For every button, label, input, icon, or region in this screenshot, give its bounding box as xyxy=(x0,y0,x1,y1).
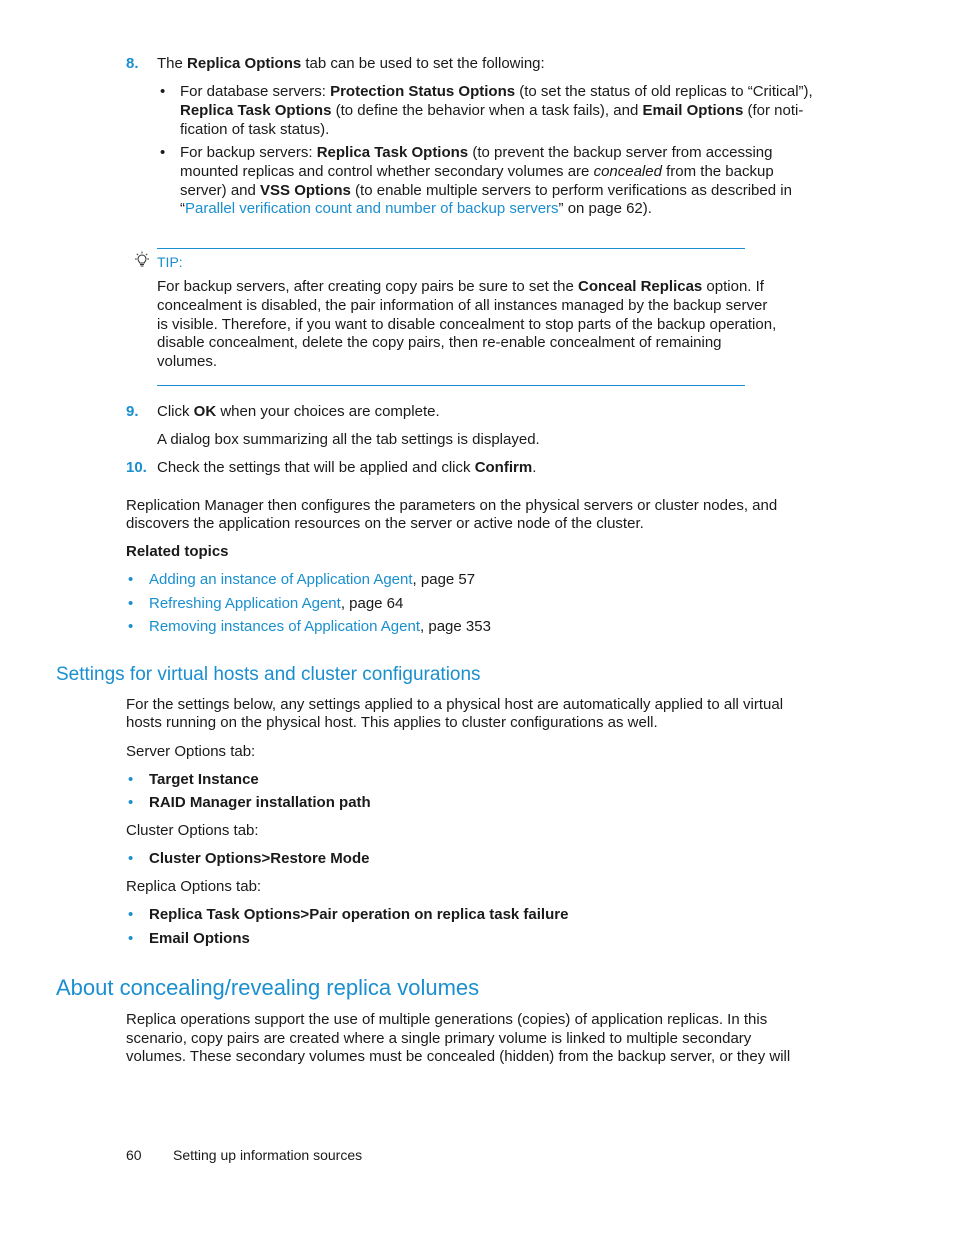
replica-option-item: Replica Task Options>Pair operation on replica task failure xyxy=(149,906,569,923)
text-run: For database servers: xyxy=(180,83,331,100)
text-run: For backup servers: xyxy=(180,144,317,161)
bullet: • xyxy=(128,595,134,612)
step-9-subtext: A dialog box summarizing all the tab settings is displayed. xyxy=(157,431,540,448)
text-run: (to set the status of old replicas to “Critical”), xyxy=(515,83,813,100)
text-run: , page 353 xyxy=(420,618,491,635)
text-run: when your choices are complete. xyxy=(216,403,440,420)
text-run: (to enable multiple servers to perform verifications as described in xyxy=(350,182,792,199)
tip-line-3: is visible. Therefore, if you want to disable concealment to stop parts of the backup operation, xyxy=(157,316,777,333)
section-heading-virtual-hosts: Settings for virtual hosts and cluster configurations xyxy=(56,664,481,685)
paragraph-line-1: Replication Manager then configures the parameters on the physical servers or cluster nodes, and xyxy=(126,497,778,514)
step-number-8: 8. xyxy=(126,55,139,72)
text-run-bold: VSS Options xyxy=(260,182,351,199)
text-run-bold: Protection Status Options xyxy=(330,83,516,100)
related-link-refreshing-agent[interactable]: Refreshing Application Agent xyxy=(149,595,341,612)
bullet: • xyxy=(128,571,134,588)
conceal-paragraph-line-2: scenario, copy pairs are created where a single primary volume is linked to multiple secondary xyxy=(126,1030,752,1047)
cluster-option-item: Cluster Options>Restore Mode xyxy=(149,850,370,867)
bullet: • xyxy=(160,144,166,161)
tip-line-2: concealment is disabled, the pair information of all instances managed by the backup server xyxy=(157,297,768,314)
text-run: Check the settings that will be applied and click xyxy=(157,459,475,476)
bullet: • xyxy=(128,618,134,635)
text-run: (to prevent the backup server from accessing xyxy=(468,144,773,161)
related-item xyxy=(149,595,403,613)
step-9-text xyxy=(157,403,440,421)
db-bullet-line-1 xyxy=(180,83,813,101)
text-run: (for noti- xyxy=(743,102,804,119)
related-item xyxy=(149,571,475,589)
text-run: “ xyxy=(180,200,185,217)
text-run: option. If xyxy=(702,278,764,295)
lightbulb-icon xyxy=(133,251,151,269)
conceal-paragraph-line-3: volumes. These secondary volumes must be concealed (hidden) from the backup server, or they will xyxy=(126,1048,791,1065)
text-run: . xyxy=(532,459,537,476)
text-run: For backup servers, after creating copy pairs be sure to set the xyxy=(157,278,579,295)
related-topics-heading: Related topics xyxy=(126,543,229,560)
backup-bullet-line-2 xyxy=(180,163,774,181)
bullet: • xyxy=(128,850,134,867)
tip-label: TIP: xyxy=(157,254,183,270)
related-item xyxy=(149,618,491,636)
db-bullet-line-3: fication of task status). xyxy=(180,121,330,138)
tip-line-1 xyxy=(157,278,764,296)
server-options-tab-label: Server Options tab: xyxy=(126,743,256,760)
text-run: tab can be used to set the following: xyxy=(301,55,545,72)
text-run: , page 57 xyxy=(412,571,476,588)
bullet: • xyxy=(128,906,134,923)
footer-title: Setting up information sources xyxy=(173,1147,363,1163)
text-run: server) and xyxy=(180,182,261,199)
text-run: mounted replicas and control whether secondary volumes are xyxy=(180,163,594,180)
replica-options-tab-label: Replica Options tab: xyxy=(126,878,262,895)
paragraph-line-2: discovers the application resources on the server or active node of the cluster. xyxy=(126,515,644,532)
bullet: • xyxy=(128,794,134,811)
page-number: 60 xyxy=(126,1147,142,1163)
text-run: ” on page 62). xyxy=(558,200,652,217)
replica-option-item: Email Options xyxy=(149,930,250,947)
tip-line-4: disable concealment, delete the copy pairs, then re-enable concealment of remaining xyxy=(157,334,722,351)
virtual-paragraph-line-1: For the settings below, any settings applied to a physical host are automatically applied to all virtual xyxy=(126,696,784,713)
text-run-bold: Replica Task Options xyxy=(316,144,469,161)
related-link-removing-instances[interactable]: Removing instances of Application Agent xyxy=(149,618,421,635)
text-run-bold: Replica Task Options xyxy=(180,102,332,119)
parallel-verification-link[interactable]: Parallel verification count and number of backup servers xyxy=(185,200,559,217)
cluster-options-tab-label: Cluster Options tab: xyxy=(126,822,259,839)
bullet: • xyxy=(128,930,134,947)
virtual-paragraph-line-2: hosts running on the physical host. This applies to cluster configurations as well. xyxy=(126,714,658,731)
step-number-9: 9. xyxy=(126,403,139,420)
text-run: (to define the behavior when a task fails), and xyxy=(331,102,643,119)
text-run-bold: OK xyxy=(193,403,217,420)
tip-line-5: volumes. xyxy=(157,353,218,370)
bullet: • xyxy=(160,83,166,100)
server-option-item: RAID Manager installation path xyxy=(149,794,371,811)
backup-bullet-line-3 xyxy=(180,182,792,200)
related-link-adding-instance[interactable]: Adding an instance of Application Agent xyxy=(149,571,413,588)
text-run-bold: Email Options xyxy=(642,102,744,119)
text-run-bold: Replica Options xyxy=(187,55,302,72)
db-bullet-line-2 xyxy=(180,102,803,120)
text-run: from the backup xyxy=(661,163,774,180)
bullet: • xyxy=(128,771,134,788)
text-run: , page 64 xyxy=(340,595,404,612)
step-10-text xyxy=(157,459,536,477)
backup-bullet-line-4 xyxy=(180,200,652,218)
server-option-item: Target Instance xyxy=(149,771,259,788)
text-run-bold: Conceal Replicas xyxy=(578,278,703,295)
text-run: Click xyxy=(157,403,194,420)
text-run-bold: Confirm xyxy=(474,459,533,476)
backup-bullet-line-1 xyxy=(180,144,772,162)
text-run: The xyxy=(157,55,188,72)
text-run-italic: concealed xyxy=(593,163,662,180)
step-number-10: 10. xyxy=(126,459,147,476)
conceal-paragraph-line-1: Replica operations support the use of multiple generations (copies) of application replicas. In this xyxy=(126,1011,768,1028)
tip-top-rule xyxy=(157,248,745,249)
step-8-text xyxy=(157,55,545,73)
section-heading-concealing: About concealing/revealing replica volumes xyxy=(56,975,480,1000)
tip-bottom-rule xyxy=(157,385,745,386)
